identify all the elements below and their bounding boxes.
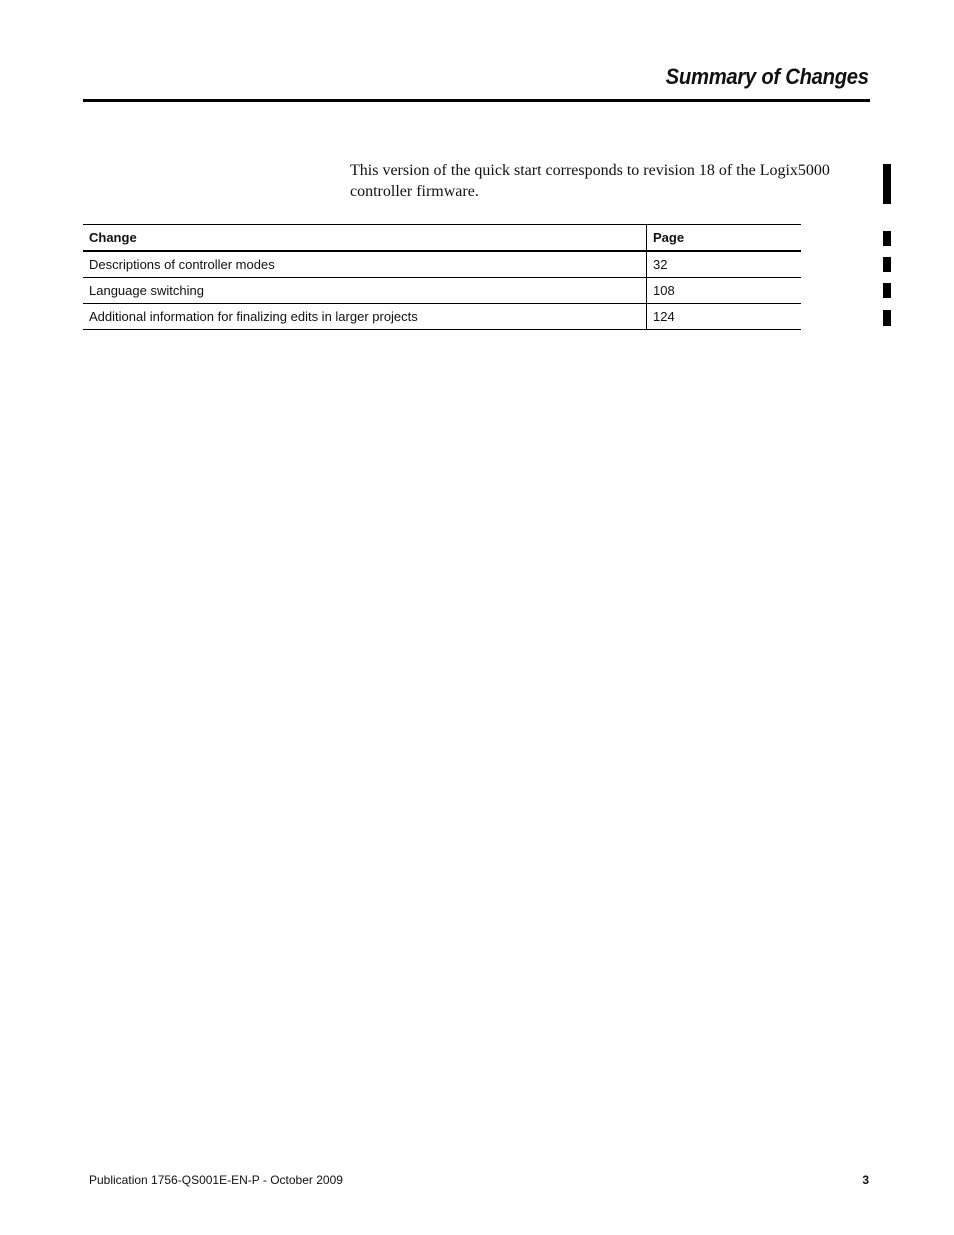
change-cell: Descriptions of controller modes (83, 251, 647, 278)
page-title: Summary of Changes (665, 64, 869, 89)
column-header-change: Change (83, 225, 647, 252)
change-bar (883, 231, 891, 246)
page-number: 3 (862, 1173, 869, 1187)
change-bar (883, 310, 891, 326)
change-bar (883, 164, 891, 204)
title-rule (83, 99, 870, 102)
page-cell: 32 (647, 251, 802, 278)
table-header-row (83, 225, 801, 252)
table-row (83, 251, 801, 278)
publication-footer: Publication 1756-QS001E-EN-P - October 2009 (89, 1173, 343, 1187)
intro-paragraph: This version of the quick start corresponds to revision 18 of the Logix5000 controller firmware. (350, 162, 830, 200)
page-cell: 108 (647, 278, 802, 304)
change-cell: Additional information for finalizing edits in larger projects (83, 304, 647, 330)
page-cell: 124 (647, 304, 802, 330)
change-bar (883, 283, 891, 298)
summary-of-changes-table (83, 224, 801, 330)
change-cell: Language switching (83, 278, 647, 304)
table-row (83, 278, 801, 304)
table-row (83, 304, 801, 330)
column-header-page: Page (647, 225, 802, 252)
change-bar (883, 257, 891, 272)
